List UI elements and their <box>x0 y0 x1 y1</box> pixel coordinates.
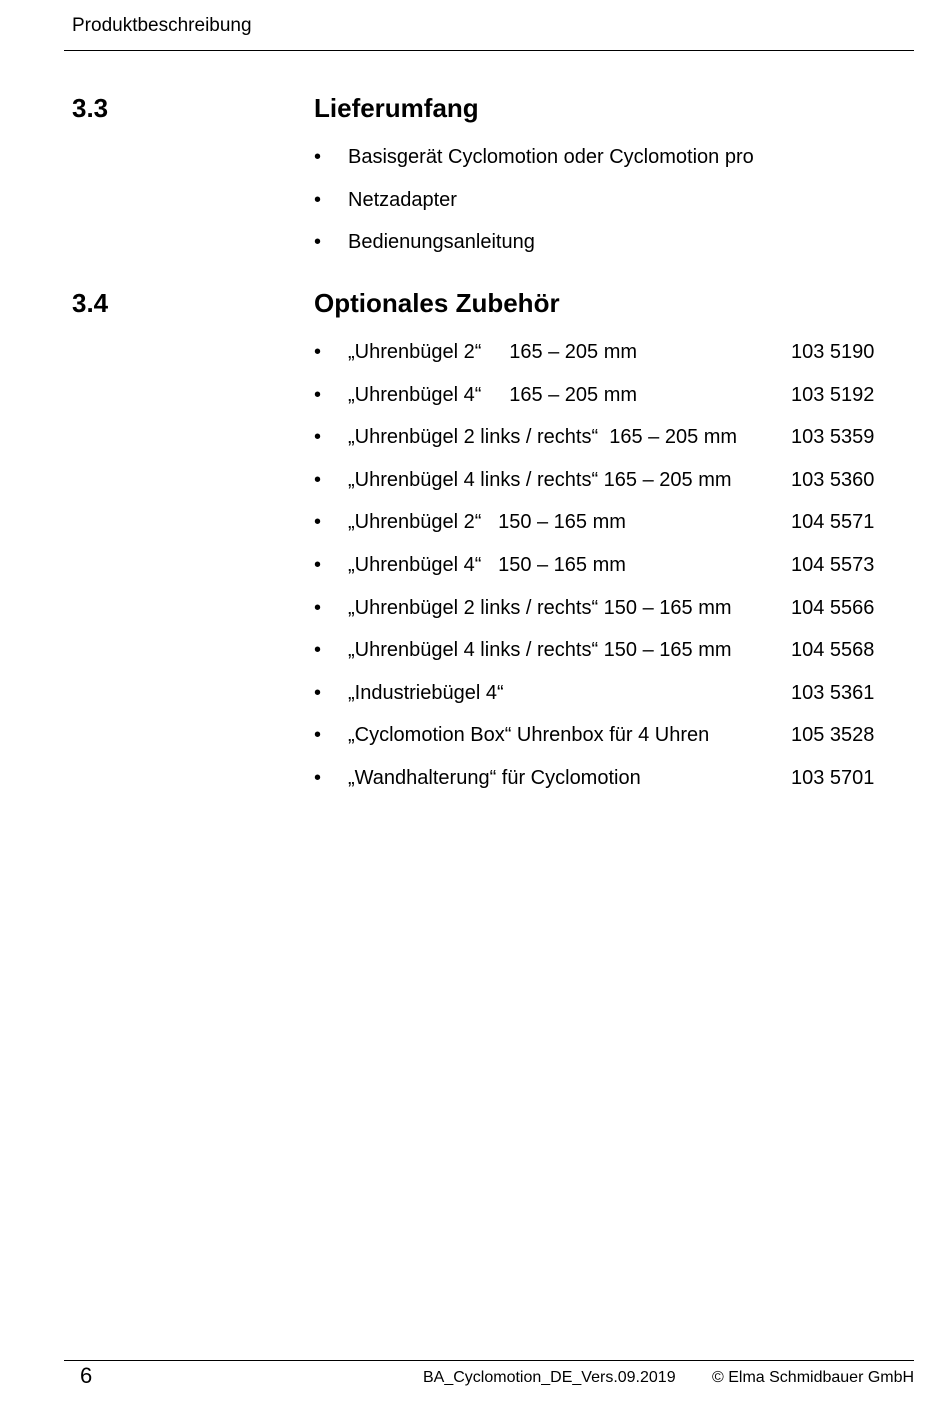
item-code: 104 5573 <box>791 553 875 576</box>
bullet-icon: • <box>314 188 322 211</box>
bullet-icon: • <box>314 766 322 789</box>
list-item <box>314 425 894 468</box>
bullet-icon: • <box>314 553 322 576</box>
copyright-notice: © Elma Schmidbauer GmbH <box>712 1369 915 1386</box>
accessory-list <box>314 340 894 809</box>
bullet-icon: • <box>314 341 322 363</box>
list-item <box>314 188 894 231</box>
list-item <box>314 596 894 639</box>
list-item <box>314 145 894 188</box>
item-code: 104 5566 <box>791 596 875 619</box>
list-item <box>314 510 894 553</box>
item-text: Bedienungsanleitung <box>348 231 535 254</box>
section-number: 3.4 <box>72 288 109 318</box>
section-title: Lieferumfang <box>314 93 479 123</box>
list-item <box>314 468 894 511</box>
bullet-icon: • <box>314 724 322 747</box>
bullet-icon: • <box>314 639 322 662</box>
item-text: „Uhrenbügel 4 links / rechts“ 150 – 165 mm <box>348 639 732 662</box>
item-text: „Uhrenbügel 2 links / rechts“ 165 – 205 mm <box>348 426 738 449</box>
section-title: Optionales Zubehör <box>314 288 560 318</box>
list-item <box>314 230 894 273</box>
list-item <box>314 340 894 383</box>
item-text: „Uhrenbügel 2“ 165 – 205 mm <box>348 341 638 363</box>
section-number: 3.3 <box>72 93 109 123</box>
bullet-icon: • <box>314 231 322 254</box>
list-item <box>314 766 894 809</box>
item-text: „Industriebügel 4“ <box>348 681 504 704</box>
item-text: „Uhrenbügel 4“ 165 – 205 mm <box>348 383 638 406</box>
bullet-icon: • <box>314 468 322 491</box>
bullet-icon: • <box>314 596 322 619</box>
footer-divider <box>64 1360 914 1361</box>
item-code: 103 5361 <box>791 681 875 704</box>
list-item <box>314 723 894 766</box>
item-text: „Wandhalterung“ für Cyclomotion <box>348 766 641 789</box>
item-code: 105 3528 <box>791 724 875 747</box>
item-text: Netzadapter <box>348 188 457 211</box>
page-number: 6 <box>80 1363 93 1388</box>
item-code: 103 5701 <box>791 766 875 789</box>
bullet-icon: • <box>314 681 322 704</box>
item-code: 103 5359 <box>791 426 875 449</box>
item-text: „Cyclomotion Box“ Uhrenbox für 4 Uhren <box>348 724 710 747</box>
bullet-icon: • <box>314 426 322 449</box>
document-id: BA_Cyclomotion_DE_Vers.09.2019 <box>423 1369 676 1386</box>
item-text: „Uhrenbügel 4“ 150 – 165 mm <box>348 553 626 576</box>
bullet-icon: • <box>314 383 322 406</box>
item-code: 103 5360 <box>791 468 875 491</box>
item-code: 103 5192 <box>791 383 875 406</box>
item-text: „Uhrenbügel 4 links / rechts“ 165 – 205 mm <box>348 468 732 491</box>
header-divider <box>64 50 914 51</box>
list-item <box>314 638 894 681</box>
item-text: Basisgerät Cyclomotion oder Cyclomotion pro <box>348 146 754 168</box>
item-code: 104 5568 <box>791 639 875 662</box>
item-code: 103 5190 <box>791 341 875 363</box>
delivery-list <box>314 145 894 273</box>
item-text: „Uhrenbügel 2 links / rechts“ 150 – 165 mm <box>348 596 732 619</box>
bullet-icon: • <box>314 511 322 534</box>
page-header-title: Produktbeschreibung <box>72 15 252 36</box>
item-text: „Uhrenbügel 2“ 150 – 165 mm <box>348 511 626 534</box>
bullet-icon: • <box>314 146 322 168</box>
list-item <box>314 553 894 596</box>
list-item <box>314 681 894 724</box>
item-code: 104 5571 <box>791 511 875 534</box>
list-item <box>314 383 894 426</box>
